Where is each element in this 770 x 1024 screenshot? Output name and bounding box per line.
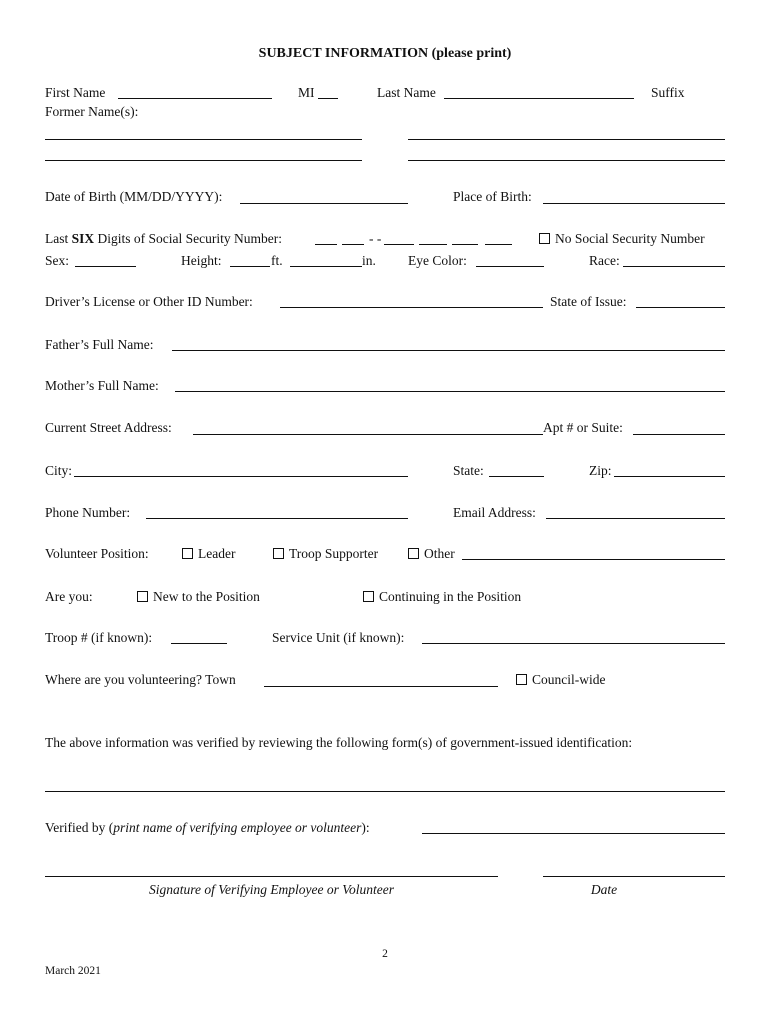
last-name-field[interactable] — [444, 98, 634, 99]
sex-field[interactable] — [75, 266, 136, 267]
zip-field[interactable] — [614, 476, 725, 477]
sex-label: Sex: — [45, 253, 70, 268]
mother-field[interactable] — [175, 391, 725, 392]
date-field[interactable] — [543, 876, 725, 877]
father-field[interactable] — [172, 350, 725, 351]
former-name-field-1[interactable] — [45, 139, 362, 140]
other-position-field[interactable] — [462, 559, 725, 560]
ssn-digit-field[interactable] — [419, 244, 447, 245]
father-label: Father’s Full Name: — [45, 337, 154, 352]
ssn-digit-field[interactable] — [384, 244, 414, 245]
ssn-digit-field[interactable] — [342, 244, 364, 245]
leader-option[interactable]: Leader — [182, 546, 235, 562]
service-unit-field[interactable] — [422, 643, 725, 644]
last-name-label: Last Name — [377, 85, 436, 100]
zip-label: Zip: — [589, 463, 612, 478]
first-name-field[interactable] — [118, 98, 272, 99]
date-caption: Date — [590, 882, 618, 897]
race-label: Race: — [589, 253, 620, 268]
eye-color-field[interactable] — [476, 266, 544, 267]
town-field[interactable] — [264, 686, 498, 687]
volunteer-position-label: Volunteer Position: — [45, 546, 149, 561]
checkbox-icon[interactable] — [516, 674, 527, 685]
height-ft-field[interactable] — [230, 266, 270, 267]
verified-statement: The above information was verified by reviewing the following form(s) of government-issued identification: — [45, 735, 633, 750]
ft-label: ft. — [271, 253, 283, 268]
mi-field[interactable] — [318, 98, 338, 99]
dob-field[interactable] — [240, 203, 408, 204]
verified-by-label: Verified by (print name of verifying employee or volunteer): — [45, 820, 370, 835]
page-number: 2 — [382, 948, 388, 960]
suffix-label: Suffix — [651, 85, 685, 100]
troop-supporter-option[interactable]: Troop Supporter — [273, 546, 378, 562]
state-of-issue-field[interactable] — [636, 307, 725, 308]
former-names-label: Former Name(s): — [45, 104, 139, 119]
state-of-issue-label: State of Issue: — [550, 294, 627, 309]
council-wide-option[interactable]: Council-wide — [516, 672, 606, 688]
apt-field[interactable] — [633, 434, 725, 435]
place-of-birth-field[interactable] — [543, 203, 725, 204]
footer-date: March 2021 — [45, 965, 101, 977]
are-you-label: Are you: — [45, 589, 93, 604]
city-field[interactable] — [74, 476, 408, 477]
eye-color-label: Eye Color: — [408, 253, 467, 268]
other-option[interactable]: Other — [408, 546, 455, 562]
no-ssn-option[interactable]: No Social Security Number — [539, 231, 705, 247]
email-label: Email Address: — [453, 505, 536, 520]
state-field[interactable] — [489, 476, 544, 477]
apt-label: Apt # or Suite: — [543, 420, 623, 435]
mi-label: MI — [298, 85, 315, 100]
race-field[interactable] — [623, 266, 725, 267]
street-address-label: Current Street Address: — [45, 420, 172, 435]
continuing-option[interactable]: Continuing in the Position — [363, 589, 521, 605]
phone-field[interactable] — [146, 518, 408, 519]
ssn-dash: - - — [369, 231, 382, 246]
drivers-license-field[interactable] — [280, 307, 543, 308]
street-address-field[interactable] — [193, 434, 543, 435]
troop-field[interactable] — [171, 643, 227, 644]
page-title: SUBJECT INFORMATION (please print) — [258, 46, 512, 61]
former-name-field-2[interactable] — [408, 139, 725, 140]
new-to-position-option[interactable]: New to the Position — [137, 589, 260, 605]
checkbox-icon[interactable] — [137, 591, 148, 602]
checkbox-icon[interactable] — [408, 548, 419, 559]
identification-field[interactable] — [45, 791, 725, 792]
ssn-label: Last SIX Digits of Social Security Number: — [45, 231, 282, 246]
in-label: in. — [362, 253, 376, 268]
former-name-field-4[interactable] — [408, 160, 725, 161]
service-unit-label: Service Unit (if known): — [272, 630, 405, 645]
first-name-label: First Name — [45, 85, 106, 100]
ssn-digit-field[interactable] — [485, 244, 512, 245]
dob-label: Date of Birth (MM/DD/YYYY): — [45, 189, 223, 204]
signature-field[interactable] — [45, 876, 498, 877]
drivers-license-label: Driver’s License or Other ID Number: — [45, 294, 253, 309]
phone-label: Phone Number: — [45, 505, 131, 520]
ssn-digit-field[interactable] — [315, 244, 337, 245]
verified-by-field[interactable] — [422, 833, 725, 834]
checkbox-icon[interactable] — [182, 548, 193, 559]
troop-label: Troop # (if known): — [45, 630, 153, 645]
place-of-birth-label: Place of Birth: — [453, 189, 532, 204]
checkbox-icon[interactable] — [273, 548, 284, 559]
town-label: Where are you volunteering? Town — [45, 672, 236, 687]
city-label: City: — [45, 463, 73, 478]
state-label: State: — [453, 463, 484, 478]
checkbox-icon[interactable] — [539, 233, 550, 244]
email-field[interactable] — [546, 518, 725, 519]
checkbox-icon[interactable] — [363, 591, 374, 602]
height-label: Height: — [181, 253, 222, 268]
height-in-field[interactable] — [290, 266, 362, 267]
mother-label: Mother’s Full Name: — [45, 378, 159, 393]
ssn-digit-field[interactable] — [452, 244, 478, 245]
signature-caption: Signature of Verifying Employee or Volunteer — [148, 882, 395, 897]
former-name-field-3[interactable] — [45, 160, 362, 161]
